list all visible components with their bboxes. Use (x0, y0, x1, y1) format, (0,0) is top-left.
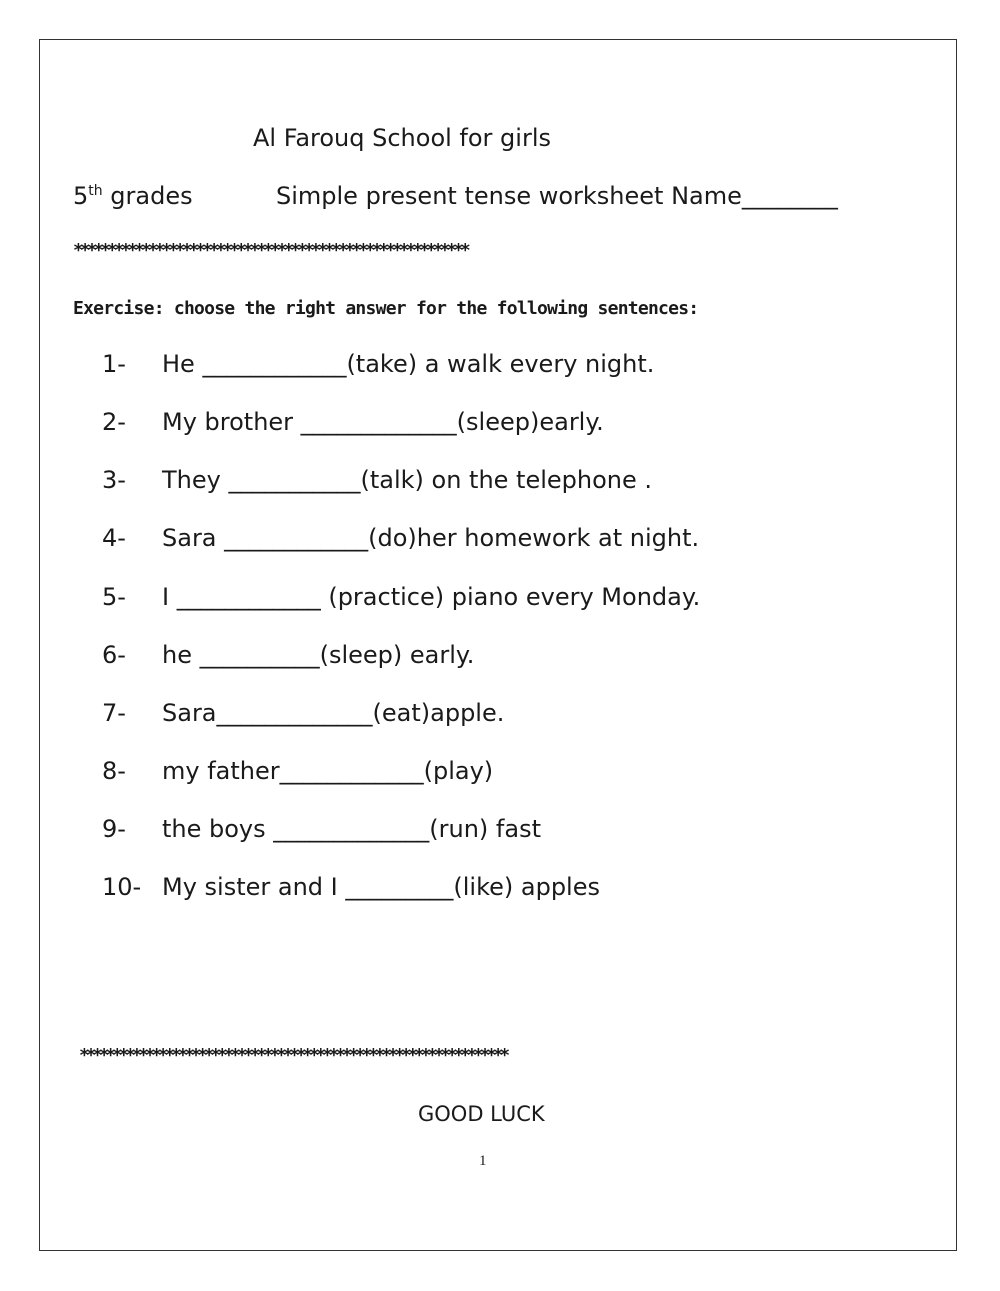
question-number: 3- (102, 466, 126, 494)
question-text: the boys _____________(run) fast (162, 815, 541, 843)
question-text: I ____________ (practice) piano every Monday. (162, 583, 701, 611)
question-number: 6- (102, 641, 126, 669)
grade-word: grades (102, 182, 193, 210)
question-8 (0, 756, 1000, 786)
question-number: 9- (102, 815, 126, 843)
question-10 (0, 872, 1000, 902)
good-luck: GOOD LUCK (418, 1102, 545, 1126)
question-number: 8- (102, 757, 126, 785)
question-2 (0, 407, 1000, 437)
question-text: They ___________(talk) on the telephone . (162, 466, 653, 494)
page-number: 1 (479, 1153, 487, 1169)
grade-number: 5 (73, 182, 89, 210)
question-6 (0, 640, 1000, 670)
grade-suffix: th (88, 183, 103, 199)
question-3 (0, 465, 1000, 495)
question-number: 2- (102, 408, 126, 436)
question-text: He ____________(take) a walk every night. (162, 350, 655, 378)
question-number: 7- (102, 699, 126, 727)
question-number: 4- (102, 524, 126, 552)
question-text: he __________(sleep) early. (162, 641, 475, 669)
question-7 (0, 698, 1000, 728)
question-text: Sara ____________(do)her homework at night. (162, 524, 700, 552)
grade-label (73, 181, 193, 211)
question-text: Sara_____________(eat)apple. (162, 699, 505, 727)
question-number: 5- (102, 583, 126, 611)
question-text: My sister and I _________(like) apples (162, 873, 600, 901)
question-5 (0, 582, 1000, 612)
separator-top: ********************************************************** (73, 240, 467, 261)
separator-bottom: ***************************************************************** (79, 1045, 506, 1066)
question-number: 1- (102, 350, 126, 378)
question-9 (0, 814, 1000, 844)
question-text: my father____________(play) (162, 757, 494, 785)
question-4 (0, 523, 1000, 553)
exercise-instruction: Exercise: choose the right answer for the following sentences: (73, 298, 699, 319)
school-name: Al Farouq School for girls (253, 124, 551, 152)
worksheet-title: Simple present tense worksheet Name________ (276, 182, 838, 210)
question-1 (0, 349, 1000, 379)
question-number: 10- (102, 873, 142, 901)
question-text: My brother _____________(sleep)early. (162, 408, 604, 436)
